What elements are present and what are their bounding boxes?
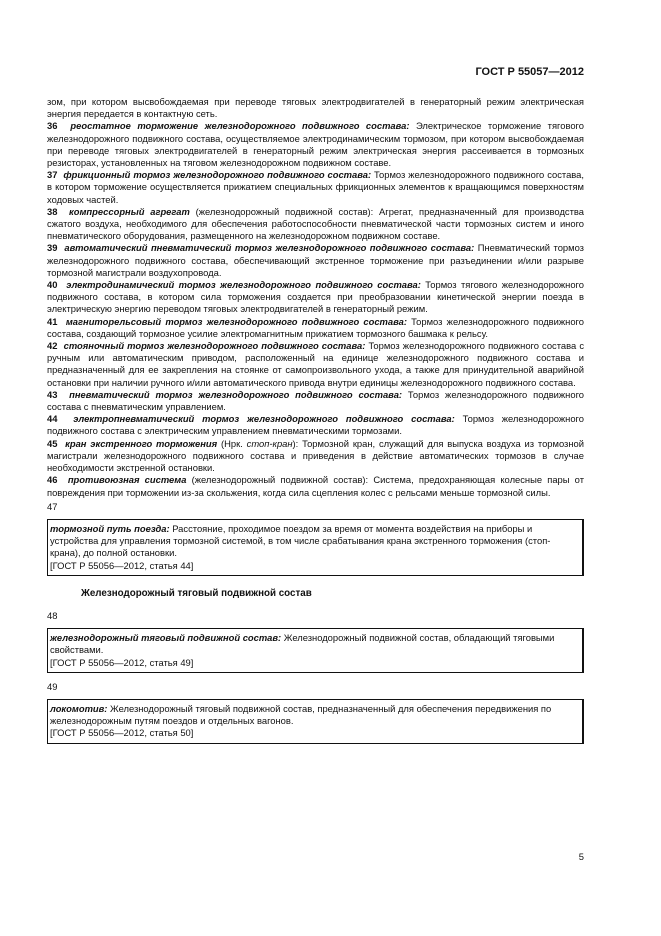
entry-44 [47,413,584,437]
entry-42 [47,340,584,389]
entry-definition: (железнодорожный подвижной состав): Агрегат, предназначенный для производства сжатого воздуха, необходимого для обеспечения работоспособности пневматической части тормозных систем и иного пневматического оборудования, размещенного на железнодорожном подвижном составе. [47,205,584,242]
entry-term: пневматический тормоз железнодорожного подвижного состава: [69,388,403,400]
entry-number: 39 [47,242,58,254]
document-header: ГОСТ Р 55057—2012 [475,66,584,78]
entry-48-text [50,632,579,656]
entry-number: 46 [47,474,58,486]
entry-definition: Тормоз железнодорожного подвижного состава, создающий тормозное усилие электромагнитным прижатием тормозного башмака к рельсу. [47,315,584,339]
entry-43 [47,389,584,413]
entry-number: 36 [47,120,58,132]
entry-39 [47,242,584,279]
entry-48-number: 48 [47,609,58,621]
entry-definition: Тормоз тягового железнодорожного подвижного состава, в котором сила торможения создается при преобразовании кинетической энергии поезда в электрическую энергию переводом тяговых электродвигателей в генераторный режим. [47,279,584,315]
entry-49-text [50,703,579,727]
entry-term: реостатное торможение железнодорожного подвижного состава: [70,120,410,132]
entry-47-number: 47 [47,500,58,512]
entry-term: фрикционный тормоз железнодорожного подвижного состава: [63,169,372,181]
entry-term: железнодорожный тяговый подвижной состав: [50,632,282,644]
entry-source: [ГОСТ Р 55056—2012, статья 44] [50,559,194,571]
entry-number: 41 [47,315,58,327]
entry-45 [47,438,584,475]
entry-source: [ГОСТ Р 55056—2012, статья 49] [50,656,194,668]
entry-47-text [50,523,579,560]
entry-47-box [47,519,584,576]
entry-number: 44 [47,413,58,425]
entry-number: 45 [47,437,58,449]
entry-term: электропневматический тормоз железнодорожного подвижного состава: [73,413,455,425]
entry-term: стояночный тормоз железнодорожного подвижного состава: [63,340,366,352]
entry-definition: Тормоз железнодорожного подвижного состава с пневматическим управлением. [47,388,584,413]
entry-49-number: 49 [47,680,58,692]
entry-48-box [47,628,584,673]
entry-definition: Тормоз железнодорожного подвижного состава с ручным или автоматическим приводом, расположенный на единице железнодорожного подвижного состава и предназначенный для ее закрепления на стоянке от самопроизвольного ухода, а также для принудительной аварийной остановки при наличии ручного и/или автоматического привода внутри единицы железнодорожного подвижного состава. [47,340,585,388]
entry-46 [47,474,584,498]
entry-definition: Тормоз железнодорожного подвижного состава с электрическим управлением пневматическими тормозами. [47,413,584,437]
entry-number: 37 [47,169,58,181]
entry-37 [47,169,584,206]
entry-term: кран экстренного торможения [65,437,218,449]
entry-number: 43 [47,388,58,400]
entry-term: противоюзная система [67,474,187,486]
document-body [47,96,584,744]
entry-38 [47,206,584,243]
entry-40 [47,279,584,316]
entry-deprecated-term: стоп-кран [246,437,293,449]
entry-definition: (железнодорожный подвижной состав): Система, предохраняющая колесные пары от повреждения при торможении из-за скольжения, когда сила сцепления колес с рельсами меньше тормозной силы. [47,474,584,498]
entry-number: 40 [47,279,58,291]
entry-term: электродинамический тормоз железнодорожного подвижного состава: [66,279,421,291]
entry-definition: Тормоз железнодорожного подвижного состава, в котором торможение осуществляется прижатием специальных фрикционных элементов к вращающимся поверхностям ходовых частей. [47,169,584,205]
entry-definition: Электрическое торможение тягового железнодорожного подвижного состава, осуществляемое электродинамическим тормозом, при котором высвобождаемая при переводе тяговых электродвигателей в генераторный режим электрическая энергия рассеивается в тормозных резисторах, установленных на тяговом железнодорожном подвижном составе. [47,120,584,169]
entry-term: автоматический пневматический тормоз железнодорожного подвижного состава: [64,242,475,254]
entry-number: 42 [47,340,58,352]
page-number: 5 [578,851,584,862]
entry-36 [47,120,584,169]
entry-definition: Железнодорожный подвижной состав, обладающий тяговыми свойствами. [50,632,555,656]
entry-definition: ): Тормозной кран, служащий для выпуска воздуха из тормозной магистрали железнодорожного подвижного состава и приведения в действие автоматических тормозов в случае необходимости экстренной остановки. [47,437,584,474]
continuation-paragraph: зом, при котором высвобождаемая при переводе тяговых электродвигателей в генераторный режим электрическая энергия передается в контактную сеть. [47,96,584,120]
section-subheading: Железнодорожный тяговый подвижной состав [81,587,312,599]
entry-definition: Железнодорожный тяговый подвижной состав, предназначенный для обеспечения передвижения по железнодорожным путям поездов и отдельных вагонов. [50,702,552,727]
entry-term: тормозной путь поезда: [50,522,170,534]
entry-term: локомотив: [50,702,108,714]
entry-definition: Расстояние, проходимое поездом за время от момента воздействия на приборы и устройства для управления тормозной системой, в том числе срабатывания крана экстренного торможения (стоп-крана), до полной остановки. [50,522,551,559]
entry-definition: Пневматический тормоз железнодорожного подвижного состава, обеспечивающий экстренное торможение при разъединении и/или разрыве тормозной магистрали воздухопровода. [47,242,584,278]
entry-41 [47,316,584,340]
entry-definition-prefix: (Нрк. [217,437,247,449]
entry-49-box [47,699,584,744]
entry-term: компрессорный агрегат [68,205,190,217]
entry-source: [ГОСТ Р 55056—2012, статья 50] [50,727,194,739]
entry-term: магниторельсовый тормоз железнодорожного подвижного состава: [65,315,407,327]
entry-number: 38 [47,205,58,217]
